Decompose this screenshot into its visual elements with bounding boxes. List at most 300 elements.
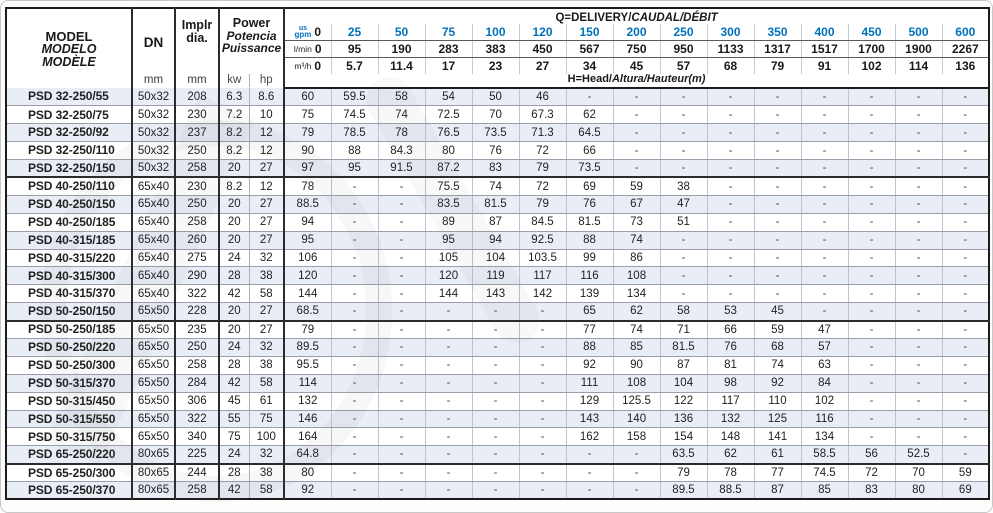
head-value-cell: 88.5 (284, 195, 331, 213)
head-value-cell: 122 (660, 392, 707, 410)
table-row (6, 303, 989, 321)
flow-value: 114 (895, 58, 942, 75)
table-row (6, 106, 989, 124)
kw-cell: 45 (219, 392, 249, 410)
head-value-cell: 81.5 (472, 195, 519, 213)
head-value-cell: - (472, 410, 519, 428)
model-cell: PSD 50-315/370 (6, 374, 132, 392)
model-cell: PSD 65-250/220 (6, 446, 132, 464)
head-value-cell: - (707, 106, 754, 124)
head-value-cell: 86 (613, 249, 660, 267)
head-value-cell: 98 (707, 374, 754, 392)
head-value-cell: 74 (613, 321, 660, 339)
head-value-cell: 73.5 (566, 160, 613, 178)
head-value-cell: - (942, 303, 989, 321)
head-value-cell: - (895, 267, 942, 285)
head-value-cell: - (754, 142, 801, 160)
head-value-cell: - (660, 249, 707, 267)
kw-cell: 20 (219, 231, 249, 249)
head-value-cell: 71.3 (519, 124, 566, 142)
head-value-cell: - (848, 177, 895, 195)
head-value-cell: 74.5 (331, 106, 378, 124)
head-value-cell: - (472, 428, 519, 446)
hp-cell: 38 (249, 356, 284, 374)
head-value-cell: - (848, 160, 895, 178)
head-value-cell: - (895, 410, 942, 428)
model-cell: PSD 40-315/300 (6, 267, 132, 285)
head-value-cell: - (472, 303, 519, 321)
head-value-cell: 88 (566, 231, 613, 249)
head-value-cell: - (331, 464, 378, 482)
head-value-cell: - (895, 285, 942, 303)
kw-cell: 24 (219, 338, 249, 356)
dn-unit: mm (143, 74, 164, 87)
head-value-cell: 92 (284, 482, 331, 500)
model-cell: PSD 40-315/370 (6, 285, 132, 303)
head-value-cell: 125 (754, 410, 801, 428)
head-value-cell: - (378, 410, 425, 428)
head-value-cell: 120 (425, 267, 472, 285)
delivery-title (284, 8, 989, 24)
head-value-cell: - (331, 231, 378, 249)
head-value-cell: - (331, 374, 378, 392)
head-value-cell: - (895, 195, 942, 213)
head-value-cell: - (942, 338, 989, 356)
kw-cell: 20 (219, 195, 249, 213)
head-value-cell: 66 (566, 142, 613, 160)
head-value-cell: 79 (519, 195, 566, 213)
head-value-cell: - (848, 374, 895, 392)
dn-cell: 65x50 (132, 338, 175, 356)
head-value-cell: 79 (284, 124, 331, 142)
head-value-cell: 89 (425, 213, 472, 231)
head-value-cell: 63.5 (660, 446, 707, 464)
head-value-cell: 97 (284, 160, 331, 178)
kw-cell: 8.2 (219, 177, 249, 195)
head-value-cell: - (942, 446, 989, 464)
head-value-cell: - (848, 142, 895, 160)
head-value-cell: 143 (566, 410, 613, 428)
head-value-cell: - (660, 88, 707, 106)
hp-cell: 27 (249, 195, 284, 213)
head-value-cell: - (895, 428, 942, 446)
impeller-cell: 250 (175, 142, 219, 160)
head-value-cell: - (754, 249, 801, 267)
head-value-cell: - (660, 160, 707, 178)
head-value-cell: 90 (613, 356, 660, 374)
dn-cell: 65x50 (132, 374, 175, 392)
kw-cell: 6.3 (219, 88, 249, 106)
head-value-cell: 106 (284, 249, 331, 267)
hp-cell: 61 (249, 392, 284, 410)
head-value-cell: 142 (519, 285, 566, 303)
head-value-cell: 84.3 (378, 142, 425, 160)
head-value-cell: - (425, 338, 472, 356)
head-value-cell: - (613, 446, 660, 464)
head-value-cell: 105 (425, 249, 472, 267)
head-value-cell: - (707, 88, 754, 106)
head-value-cell: - (660, 106, 707, 124)
head-value-cell: - (566, 88, 613, 106)
impeller-cell: 235 (175, 321, 219, 339)
head-value-cell: - (895, 338, 942, 356)
head-value-cell: 78.5 (331, 124, 378, 142)
column-header-model (6, 8, 132, 88)
head-value-cell: - (801, 303, 848, 321)
head-value-cell: - (472, 374, 519, 392)
kw-cell: 42 (219, 374, 249, 392)
head-value-cell: - (707, 231, 754, 249)
head-value-cell: 46 (519, 88, 566, 106)
dn-cell: 65x50 (132, 410, 175, 428)
model-cell: PSD 50-250/150 (6, 303, 132, 321)
impeller-cell: 230 (175, 106, 219, 124)
head-value-cell: 63 (801, 356, 848, 374)
model-cell: PSD 40-250/185 (6, 213, 132, 231)
head-value-cell: - (942, 213, 989, 231)
head-value-cell: - (801, 88, 848, 106)
head-value-cell: 144 (284, 285, 331, 303)
head-value-cell: 58 (660, 303, 707, 321)
head-value-cell: - (519, 482, 566, 500)
head-value-cell: 84.5 (519, 213, 566, 231)
head-value-cell: 67.3 (519, 106, 566, 124)
head-value-cell: - (895, 106, 942, 124)
head-value-cell: - (472, 482, 519, 500)
table-row (6, 213, 989, 231)
head-value-cell: 38 (660, 177, 707, 195)
head-value-cell: - (848, 392, 895, 410)
head-value-cell: 132 (707, 410, 754, 428)
impeller-cell: 322 (175, 410, 219, 428)
delivery-title-en: Q=DELIVERY/ (555, 11, 632, 24)
model-cell: PSD 32-250/75 (6, 106, 132, 124)
model-cell: PSD 65-250/370 (6, 482, 132, 500)
flow-value: 400 (801, 24, 848, 41)
head-value-cell: - (378, 464, 425, 482)
head-value-cell: 140 (613, 410, 660, 428)
model-cell: PSD 32-250/150 (6, 160, 132, 178)
head-value-cell: - (613, 124, 660, 142)
head-value-cell: 154 (660, 428, 707, 446)
head-value-cell: 67 (613, 195, 660, 213)
head-value-cell: - (895, 231, 942, 249)
head-value-cell: 87 (660, 356, 707, 374)
dn-cell: 65x50 (132, 392, 175, 410)
head-value-cell: 71 (660, 321, 707, 339)
flow-value: 150 (566, 24, 613, 41)
flow-value: 95 (331, 41, 378, 58)
kw-cell: 8.2 (219, 142, 249, 160)
head-value-cell: 116 (801, 410, 848, 428)
model-label-fr: MODÈLE (42, 55, 96, 70)
head-value-cell: - (754, 88, 801, 106)
head-value-cell: - (613, 160, 660, 178)
model-cell: PSD 40-250/150 (6, 195, 132, 213)
head-value-cell: - (707, 267, 754, 285)
head-value-cell: 91.5 (378, 160, 425, 178)
flow-value: 79 (754, 58, 801, 75)
flow-value: 102 (848, 58, 895, 75)
m3h-unit-label: m³/h (294, 60, 312, 71)
flow-value: 17 (425, 58, 472, 75)
head-value-cell: - (942, 177, 989, 195)
flow-value: 1517 (801, 41, 848, 58)
flow-value: 75 (425, 24, 472, 41)
hp-cell: 32 (249, 338, 284, 356)
impeller-cell: 230 (175, 177, 219, 195)
head-value-cell: - (895, 321, 942, 339)
head-value-cell: 56 (848, 446, 895, 464)
model-cell: PSD 65-250/300 (6, 464, 132, 482)
head-value-cell: 74.5 (801, 464, 848, 482)
head-value-cell: 95 (284, 231, 331, 249)
head-value-cell: - (707, 177, 754, 195)
head-value-cell: - (519, 428, 566, 446)
head-value-cell: - (848, 285, 895, 303)
flow-value: 91 (801, 58, 848, 75)
head-value-cell: 94 (472, 231, 519, 249)
power-label-es: Potencia (226, 28, 277, 43)
head-value-cell: 114 (284, 374, 331, 392)
head-value-cell: 88 (566, 338, 613, 356)
head-value-cell: - (519, 338, 566, 356)
flow-value: 283 (425, 41, 472, 58)
head-value-cell: - (848, 195, 895, 213)
head-value-cell: - (942, 428, 989, 446)
head-value-cell: 120 (284, 267, 331, 285)
head-value-cell: - (331, 482, 378, 500)
head-value-cell: 50 (472, 88, 519, 106)
flow-value: 2267 (942, 41, 989, 58)
table-row (6, 285, 989, 303)
impeller-label: Implr dia. (181, 17, 213, 46)
head-value-cell: 73.5 (472, 124, 519, 142)
head-value-cell: 59 (942, 464, 989, 482)
head-value-cell: - (425, 356, 472, 374)
table-row (6, 124, 989, 142)
head-value-cell: 70 (472, 106, 519, 124)
head-value-cell: - (801, 160, 848, 178)
head-value-cell: - (519, 374, 566, 392)
dn-cell: 65x40 (132, 213, 175, 231)
table-row (6, 428, 989, 446)
head-value-cell: - (895, 213, 942, 231)
hp-cell: 38 (249, 464, 284, 482)
table-row (6, 338, 989, 356)
head-value-cell: 143 (472, 285, 519, 303)
table-row (6, 249, 989, 267)
head-value-cell: - (519, 392, 566, 410)
hp-cell: 100 (249, 428, 284, 446)
model-cell: PSD 40-250/110 (6, 177, 132, 195)
flow-value: 57 (660, 58, 707, 75)
head-value-cell: 75.5 (425, 177, 472, 195)
model-cell: PSD 32-250/55 (6, 88, 132, 106)
head-value-cell: - (801, 142, 848, 160)
head-value-cell: - (801, 267, 848, 285)
head-value-cell: 87 (472, 213, 519, 231)
head-value-cell: 69 (942, 482, 989, 500)
kw-cell: 28 (219, 464, 249, 482)
flow-value: 950 (660, 41, 707, 58)
head-value-cell: 146 (284, 410, 331, 428)
head-value-cell: - (519, 303, 566, 321)
delivery-title-intl: CAUDAL/DÉBIT (631, 11, 718, 24)
table-row (6, 392, 989, 410)
head-value-cell: - (519, 464, 566, 482)
head-value-cell: - (942, 374, 989, 392)
kw-cell: 20 (219, 160, 249, 178)
head-value-cell: 61 (754, 446, 801, 464)
head-value-cell: 76 (472, 142, 519, 160)
dn-cell: 65x50 (132, 303, 175, 321)
head-value-cell: 134 (613, 285, 660, 303)
head-value-cell: - (566, 464, 613, 482)
head-value-cell: - (707, 249, 754, 267)
flow-value: 27 (519, 58, 566, 75)
head-value-cell: - (331, 428, 378, 446)
flow-value: 23 (472, 58, 519, 75)
head-value-cell: - (942, 410, 989, 428)
head-value-cell: 79 (660, 464, 707, 482)
head-value-cell: 53 (707, 303, 754, 321)
head-value-cell: 92.5 (519, 231, 566, 249)
head-value-cell: 60 (284, 88, 331, 106)
head-value-cell: 64.5 (566, 124, 613, 142)
head-value-cell: - (848, 321, 895, 339)
head-value-cell: - (754, 160, 801, 178)
model-cell: PSD 50-250/220 (6, 338, 132, 356)
kw-cell: 8.2 (219, 124, 249, 142)
head-value-cell: - (331, 321, 378, 339)
head-value-cell: 80 (425, 142, 472, 160)
head-value-cell: - (707, 195, 754, 213)
hp-cell: 12 (249, 177, 284, 195)
head-value-cell: 68 (754, 338, 801, 356)
head-value-cell: 72 (519, 177, 566, 195)
head-value-cell: 79 (519, 160, 566, 178)
flow-value: 25 (331, 24, 378, 41)
kw-cell: 24 (219, 446, 249, 464)
head-value-cell: - (848, 428, 895, 446)
head-value-cell: - (895, 303, 942, 321)
model-cell: PSD 50-315/450 (6, 392, 132, 410)
head-value-cell: - (848, 231, 895, 249)
table-row (6, 356, 989, 374)
table-row (6, 482, 989, 500)
dn-cell: 50x32 (132, 124, 175, 142)
head-value-cell: - (707, 142, 754, 160)
dn-cell: 65x40 (132, 249, 175, 267)
hp-cell: 12 (249, 142, 284, 160)
head-value-cell: 148 (707, 428, 754, 446)
head-value-cell: - (848, 267, 895, 285)
flow-value: 1317 (754, 41, 801, 58)
head-value-cell: 81 (707, 356, 754, 374)
head-value-cell: - (425, 321, 472, 339)
flow-unit-first-cell (284, 58, 331, 75)
table-row (6, 231, 989, 249)
dn-cell: 50x32 (132, 160, 175, 178)
head-value-cell: 68.5 (284, 303, 331, 321)
head-value-cell: 144 (425, 285, 472, 303)
head-value-cell: - (613, 88, 660, 106)
head-value-cell: 78 (378, 124, 425, 142)
flow-value: 0 (314, 58, 322, 73)
head-value-cell: 92 (754, 374, 801, 392)
head-value-cell: - (942, 392, 989, 410)
head-value-cell: - (331, 303, 378, 321)
head-value-cell: - (895, 356, 942, 374)
power-label-fr: Puissance (221, 41, 282, 56)
table-row (6, 160, 989, 178)
kw-cell: 20 (219, 213, 249, 231)
flow-value: 0 (314, 24, 322, 39)
head-value-cell: - (378, 177, 425, 195)
flow-value: 383 (472, 41, 519, 58)
kw-unit-label: kw (227, 74, 242, 87)
model-cell: PSD 40-315/185 (6, 231, 132, 249)
head-value-cell: - (848, 88, 895, 106)
head-value-cell: - (378, 392, 425, 410)
impeller-cell: 260 (175, 231, 219, 249)
head-value-cell: - (378, 338, 425, 356)
hp-cell: 58 (249, 285, 284, 303)
flow-value: 500 (895, 24, 942, 41)
head-value-cell: 88 (331, 142, 378, 160)
head-value-cell: - (519, 356, 566, 374)
dn-cell: 50x32 (132, 106, 175, 124)
head-value-cell: - (754, 177, 801, 195)
impeller-cell: 275 (175, 249, 219, 267)
head-value-cell: 134 (801, 428, 848, 446)
head-value-cell: - (331, 249, 378, 267)
head-value-cell: - (848, 124, 895, 142)
head-value-cell: - (378, 321, 425, 339)
table-row (6, 88, 989, 106)
head-value-cell: - (942, 160, 989, 178)
head-value-cell: - (707, 124, 754, 142)
head-value-cell: 99 (566, 249, 613, 267)
impeller-cell: 322 (175, 285, 219, 303)
dn-cell: 65x50 (132, 356, 175, 374)
head-value-cell: 92 (566, 356, 613, 374)
dn-cell: 50x32 (132, 88, 175, 106)
head-value-cell: 125.5 (613, 392, 660, 410)
dn-cell: 65x40 (132, 231, 175, 249)
head-value-cell: 102 (801, 392, 848, 410)
flow-value: 1700 (848, 41, 895, 58)
head-value-cell: 62 (613, 303, 660, 321)
head-value-cell: 116 (566, 267, 613, 285)
head-value-cell: - (660, 285, 707, 303)
head-value-cell: - (331, 356, 378, 374)
impeller-unit: mm (187, 74, 207, 87)
head-value-cell: 51 (660, 213, 707, 231)
head-value-cell: - (472, 338, 519, 356)
flow-value: 250 (660, 24, 707, 41)
head-value-cell: 110 (754, 392, 801, 410)
head-value-cell: 64.8 (284, 446, 331, 464)
head-value-cell: - (754, 124, 801, 142)
flow-value: 120 (519, 24, 566, 41)
head-value-cell: - (942, 231, 989, 249)
head-value-cell: - (613, 482, 660, 500)
head-value-cell: 76 (707, 338, 754, 356)
head-value-cell: - (425, 303, 472, 321)
model-label-en: MODEL (45, 28, 93, 44)
